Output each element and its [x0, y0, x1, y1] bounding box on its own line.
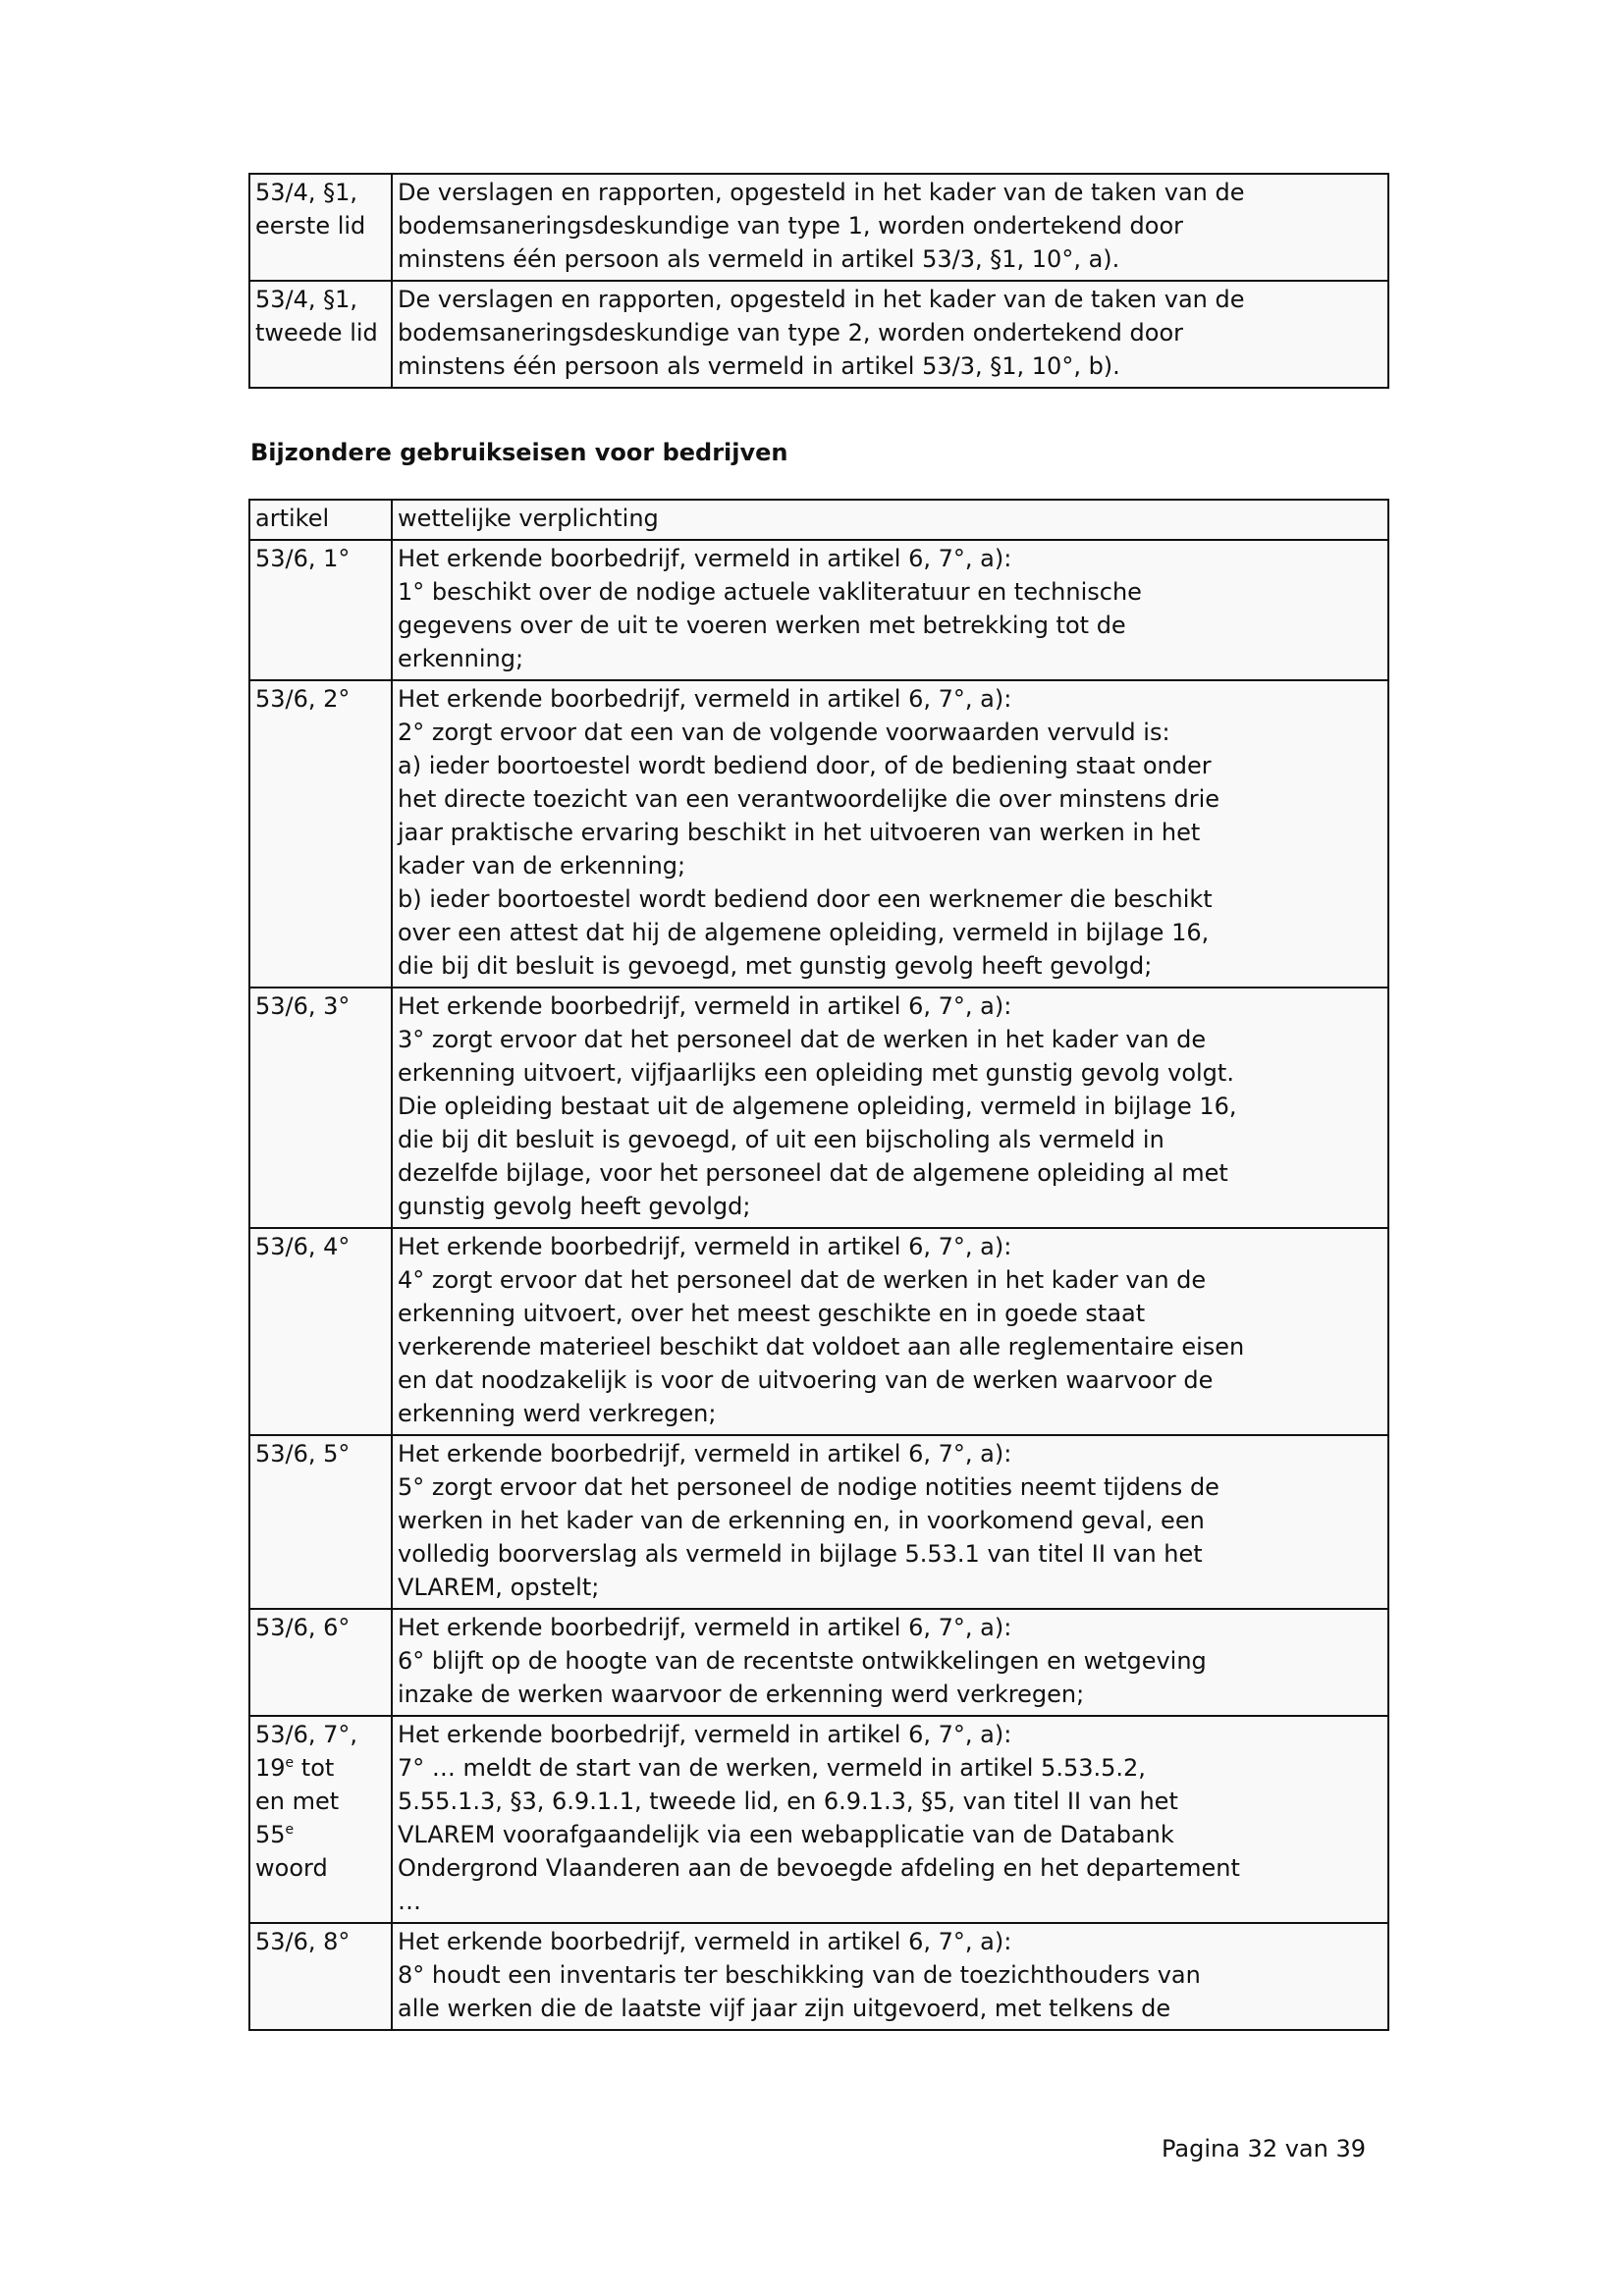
- text-line: bodemsaneringsdeskundige van type 2, worden ondertekend door: [398, 319, 1183, 347]
- text-line: erkenning uitvoert, over het meest geschikte en in goede staat: [398, 1300, 1146, 1327]
- text-line: bodemsaneringsdeskundige van type 1, worden ondertekend door: [398, 212, 1183, 240]
- page-number: Pagina 32 van 39: [1162, 2135, 1367, 2163]
- table-row: [249, 988, 1388, 1228]
- article-cell: 53/6, 3°: [249, 988, 392, 1228]
- text-line: 5.55.1.3, §3, 6.9.1.1, tweede lid, en 6.9.1.3, §5, van titel II van het: [398, 1788, 1178, 1815]
- obligation-cell: [392, 1716, 1388, 1923]
- text-line: Het erkende boorbedrijf, vermeld in artikel 6, 7°, a):: [398, 1440, 1012, 1468]
- text-line: b) ieder boortoestel wordt bediend door een werknemer die beschikt: [398, 885, 1213, 913]
- text-line: VLAREM, opstelt;: [398, 1574, 600, 1601]
- text-line: a) ieder boortoestel wordt bediend door, of de bediening staat onder: [398, 752, 1212, 779]
- article-cell: 53/6, 1°: [249, 540, 392, 680]
- article-cell: 53/6, 5°: [249, 1435, 392, 1609]
- text-line: over een attest dat hij de algemene opleiding, vermeld in bijlage 16,: [398, 919, 1210, 946]
- text-line: …: [398, 1888, 421, 1915]
- text-line: erkenning;: [398, 645, 524, 672]
- article-line: en met: [255, 1788, 340, 1815]
- text-line: het directe toezicht van een verantwoordelijke die over minstens drie: [398, 785, 1220, 813]
- text-line: Het erkende boorbedrijf, vermeld in artikel 6, 7°, a):: [398, 1928, 1012, 1955]
- article-line: 53/6, 7°,: [255, 1721, 358, 1748]
- article-text: tot: [294, 1754, 335, 1782]
- obligation-cell: [392, 540, 1388, 680]
- table-row: [249, 281, 1388, 388]
- obligation-cell: [392, 988, 1388, 1228]
- obligation-cell: [392, 1435, 1388, 1609]
- text-line: Het erkende boorbedrijf, vermeld in artikel 6, 7°, a):: [398, 992, 1012, 1020]
- text-line: VLAREM voorafgaandelijk via een webapplicatie van de Databank: [398, 1821, 1174, 1848]
- ordinal-number: 55: [255, 1821, 286, 1848]
- obligation-cell: [392, 281, 1388, 388]
- table-row: [249, 1228, 1388, 1435]
- section-heading: Bijzondere gebruikseisen voor bedrijven: [250, 439, 788, 466]
- table-row: [249, 1435, 1388, 1609]
- article-cell: 53/4, §1, eerste lid: [249, 174, 392, 281]
- article-cell: 53/6, 4°: [249, 1228, 392, 1435]
- text-line: 3° zorgt ervoor dat het personeel dat de werken in het kader van de: [398, 1026, 1207, 1053]
- text-line: 2° zorgt ervoor dat een van de volgende voorwaarden vervuld is:: [398, 719, 1170, 746]
- text-line: 6° blijft op de hoogte van de recentste ontwikkelingen en wetgeving: [398, 1647, 1207, 1675]
- text-line: inzake de werken waarvoor de erkenning werd verkregen;: [398, 1681, 1085, 1708]
- article-line: woord: [255, 1854, 328, 1882]
- text-line: minstens één persoon als vermeld in artikel 53/3, §1, 10°, b).: [398, 352, 1120, 380]
- text-line: verkerende materieel beschikt dat voldoet aan alle reglementaire eisen: [398, 1333, 1245, 1361]
- column-header-article: artikel: [249, 500, 392, 540]
- text-line: gunstig gevolg heeft gevolgd;: [398, 1193, 751, 1220]
- text-line: gegevens over de uit te voeren werken met betrekking tot de: [398, 612, 1126, 639]
- text-line: 7° … meldt de start van de werken, vermeld in artikel 5.53.5.2,: [398, 1754, 1146, 1782]
- table-signature-requirements: [248, 173, 1389, 389]
- article-cell: [249, 1716, 392, 1923]
- article-line: [255, 1751, 387, 1785]
- obligation-cell: [392, 680, 1388, 988]
- text-line: Het erkende boorbedrijf, vermeld in artikel 6, 7°, a):: [398, 545, 1012, 572]
- text-line: minstens één persoon als vermeld in artikel 53/3, §1, 10°, a).: [398, 245, 1120, 273]
- table-row: [249, 174, 1388, 281]
- ordinal-number: 19: [255, 1754, 286, 1782]
- text-line: Het erkende boorbedrijf, vermeld in artikel 6, 7°, a):: [398, 1233, 1012, 1260]
- text-line: De verslagen en rapporten, opgesteld in het kader van de taken van de: [398, 179, 1245, 206]
- table-row: [249, 680, 1388, 988]
- article-cell: 53/6, 6°: [249, 1609, 392, 1716]
- obligation-cell: [392, 1228, 1388, 1435]
- table-row: [249, 1609, 1388, 1716]
- text-line: 8° houdt een inventaris ter beschikking van de toezichthouders van: [398, 1961, 1201, 1989]
- text-line: kader van de erkenning;: [398, 852, 686, 880]
- text-line: alle werken die de laatste vijf jaar zijn uitgevoerd, met telkens de: [398, 1995, 1171, 2022]
- text-line: 1° beschikt over de nodige actuele vakliteratuur en technische: [398, 578, 1142, 606]
- obligation-cell: [392, 1923, 1388, 2030]
- text-line: die bij dit besluit is gevoegd, met gunstig gevolg heeft gevolgd;: [398, 952, 1153, 980]
- text-line: die bij dit besluit is gevoegd, of uit een bijscholing als vermeld in: [398, 1126, 1164, 1153]
- text-line: De verslagen en rapporten, opgesteld in het kader van de taken van de: [398, 286, 1245, 313]
- text-line: 4° zorgt ervoor dat het personeel dat de werken in het kader van de: [398, 1266, 1207, 1294]
- article-cell: 53/6, 2°: [249, 680, 392, 988]
- text-line: Het erkende boorbedrijf, vermeld in artikel 6, 7°, a):: [398, 1614, 1012, 1641]
- text-line: Ondergrond Vlaanderen aan de bevoegde afdeling en het departement: [398, 1854, 1240, 1882]
- text-line: erkenning werd verkregen;: [398, 1400, 717, 1427]
- text-line: dezelfde bijlage, voor het personeel dat de algemene opleiding al met: [398, 1159, 1228, 1187]
- table-row: [249, 540, 1388, 680]
- text-line: 5° zorgt ervoor dat het personeel de nodige notities neemt tijdens de: [398, 1473, 1219, 1501]
- text-line: Het erkende boorbedrijf, vermeld in artikel 6, 7°, a):: [398, 1721, 1012, 1748]
- table-usage-requirements: [248, 499, 1389, 2031]
- table-header-row: [249, 500, 1388, 540]
- text-line: en dat noodzakelijk is voor de uitvoering van de werken waarvoor de: [398, 1366, 1214, 1394]
- table-row: [249, 1923, 1388, 2030]
- obligation-cell: [392, 1609, 1388, 1716]
- text-line: Het erkende boorbedrijf, vermeld in artikel 6, 7°, a):: [398, 685, 1012, 713]
- obligation-cell: [392, 174, 1388, 281]
- article-line: [255, 1818, 387, 1851]
- column-header-obligation: wettelijke verplichting: [392, 500, 1388, 540]
- article-cell: 53/4, §1, tweede lid: [249, 281, 392, 388]
- text-line: erkenning uitvoert, vijfjaarlijks een opleiding met gunstig gevolg volgt.: [398, 1059, 1234, 1087]
- text-line: volledig boorverslag als vermeld in bijlage 5.53.1 van titel II van het: [398, 1540, 1203, 1568]
- table-row: [249, 1716, 1388, 1923]
- text-line: Die opleiding bestaat uit de algemene opleiding, vermeld in bijlage 16,: [398, 1093, 1237, 1120]
- article-cell: 53/6, 8°: [249, 1923, 392, 2030]
- ordinal-suffix: e: [285, 1822, 295, 1838]
- text-line: werken in het kader van de erkenning en, in voorkomend geval, een: [398, 1507, 1205, 1534]
- text-line: jaar praktische ervaring beschikt in het uitvoeren van werken in het: [398, 819, 1201, 846]
- ordinal-suffix: e: [285, 1755, 295, 1771]
